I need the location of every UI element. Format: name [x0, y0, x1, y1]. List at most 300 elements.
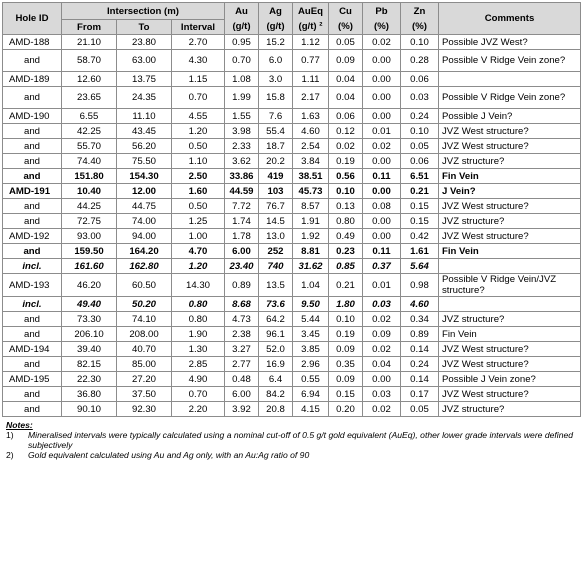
cell-from: 73.30: [62, 312, 117, 327]
cell-to: 23.80: [117, 35, 172, 50]
note-number: 2): [6, 450, 14, 460]
cell-aueq: 2.96: [293, 357, 329, 372]
cell-pb: 0.02: [363, 342, 401, 357]
cell-from: 42.25: [62, 124, 117, 139]
cell-hole-id: incl.: [3, 259, 62, 274]
cell-to: 24.35: [117, 87, 172, 109]
cell-zn: 0.05: [401, 139, 439, 154]
cell-ag: 20.2: [259, 154, 293, 169]
cell-to: 50.20: [117, 297, 172, 312]
cell-from: 10.40: [62, 184, 117, 199]
cell-zn: 0.06: [401, 154, 439, 169]
cell-from: 90.10: [62, 402, 117, 417]
cell-au: 33.86: [225, 169, 259, 184]
cell-interval: 0.80: [172, 297, 225, 312]
cell-comment: JVZ West structure?: [439, 387, 581, 402]
table-row: [3, 387, 581, 402]
cell-hole-id: AMD-189: [3, 72, 62, 87]
cell-interval: 1.10: [172, 154, 225, 169]
cell-from: 22.30: [62, 372, 117, 387]
cell-to: 40.70: [117, 342, 172, 357]
cell-to: 74.00: [117, 214, 172, 229]
cell-au: 1.55: [225, 109, 259, 124]
cell-cu: 0.49: [329, 229, 363, 244]
cell-au: 8.68: [225, 297, 259, 312]
table-row: [3, 297, 581, 312]
cell-au: 44.59: [225, 184, 259, 199]
cell-ag: 6.0: [259, 50, 293, 72]
cell-hole-id: AMD-192: [3, 229, 62, 244]
cell-cu: 0.06: [329, 109, 363, 124]
header-cu: Cu: [329, 3, 363, 20]
table-row: [3, 229, 581, 244]
cell-cu: 1.80: [329, 297, 363, 312]
cell-hole-id: and: [3, 154, 62, 169]
cell-au: 2.38: [225, 327, 259, 342]
cell-to: 208.00: [117, 327, 172, 342]
cell-hole-id: AMD-194: [3, 342, 62, 357]
cell-ag: 740: [259, 259, 293, 274]
cell-au: 3.27: [225, 342, 259, 357]
note-text: Gold equivalent calculated using Au and Ag only, with an Au:Ag ratio of 90: [28, 450, 310, 460]
cell-ag: 6.4: [259, 372, 293, 387]
cell-to: 63.00: [117, 50, 172, 72]
cell-aueq: 1.12: [293, 35, 329, 50]
table-row: [3, 327, 581, 342]
cell-interval: 1.30: [172, 342, 225, 357]
cell-au: 3.62: [225, 154, 259, 169]
cell-hole-id: AMD-188: [3, 35, 62, 50]
cell-hole-id: and: [3, 357, 62, 372]
header-aueq: AuEq: [293, 3, 329, 20]
cell-pb: 0.00: [363, 214, 401, 229]
cell-cu: 0.05: [329, 35, 363, 50]
cell-from: 82.15: [62, 357, 117, 372]
cell-comment: JVZ structure?: [439, 312, 581, 327]
table-row: [3, 214, 581, 229]
cell-interval: 1.60: [172, 184, 225, 199]
cell-aueq: 1.91: [293, 214, 329, 229]
header-to: To: [117, 20, 172, 35]
cell-to: 13.75: [117, 72, 172, 87]
cell-interval: 1.25: [172, 214, 225, 229]
cell-cu: 0.13: [329, 199, 363, 214]
cell-pb: 0.00: [363, 229, 401, 244]
cell-from: 206.10: [62, 327, 117, 342]
cell-cu: 0.85: [329, 259, 363, 274]
header-from: From: [62, 20, 117, 35]
cell-to: 12.00: [117, 184, 172, 199]
cell-cu: 0.10: [329, 312, 363, 327]
table-row: [3, 109, 581, 124]
cell-comment: J Vein?: [439, 184, 581, 199]
cell-au: 0.70: [225, 50, 259, 72]
cell-aueq: 5.44: [293, 312, 329, 327]
cell-pb: 0.01: [363, 274, 401, 297]
cell-hole-id: and: [3, 312, 62, 327]
cell-cu: 0.80: [329, 214, 363, 229]
cell-zn: 4.60: [401, 297, 439, 312]
cell-au: 6.00: [225, 244, 259, 259]
cell-aueq: 1.11: [293, 72, 329, 87]
cell-aueq: 1.63: [293, 109, 329, 124]
cell-from: 161.60: [62, 259, 117, 274]
cell-au: 3.92: [225, 402, 259, 417]
cell-cu: 0.12: [329, 124, 363, 139]
cell-to: 27.20: [117, 372, 172, 387]
cell-cu: 0.23: [329, 244, 363, 259]
cell-pb: 0.03: [363, 297, 401, 312]
cell-interval: 1.00: [172, 229, 225, 244]
header-comments: Comments: [439, 3, 581, 35]
cell-to: 92.30: [117, 402, 172, 417]
cell-ag: 55.4: [259, 124, 293, 139]
cell-pb: 0.09: [363, 327, 401, 342]
header-pb: Pb: [363, 3, 401, 20]
cell-comment: JVZ West structure?: [439, 199, 581, 214]
cell-au: 1.74: [225, 214, 259, 229]
cell-cu: 0.15: [329, 387, 363, 402]
cell-aueq: 1.04: [293, 274, 329, 297]
cell-aueq: 0.55: [293, 372, 329, 387]
cell-from: 93.00: [62, 229, 117, 244]
cell-comment: [439, 72, 581, 87]
cell-zn: 0.10: [401, 124, 439, 139]
cell-from: 21.10: [62, 35, 117, 50]
cell-cu: 0.21: [329, 274, 363, 297]
cell-from: 23.65: [62, 87, 117, 109]
cell-to: 74.10: [117, 312, 172, 327]
cell-au: 0.89: [225, 274, 259, 297]
cell-hole-id: and: [3, 169, 62, 184]
cell-interval: 0.70: [172, 87, 225, 109]
cell-comment: JVZ West structure?: [439, 124, 581, 139]
cell-hole-id: and: [3, 402, 62, 417]
cell-zn: 0.89: [401, 327, 439, 342]
note-item: [6, 430, 580, 450]
table-row: [3, 35, 581, 50]
cell-zn: 6.51: [401, 169, 439, 184]
cell-comment: [439, 297, 581, 312]
cell-to: 94.00: [117, 229, 172, 244]
drill-results-document: [2, 2, 580, 460]
cell-aueq: 4.60: [293, 124, 329, 139]
cell-interval: 4.55: [172, 109, 225, 124]
cell-pb: 0.01: [363, 124, 401, 139]
cell-to: 164.20: [117, 244, 172, 259]
cell-interval: 2.20: [172, 402, 225, 417]
cell-comment: Fin Vein: [439, 169, 581, 184]
header-zn: Zn: [401, 3, 439, 20]
header-intersection: Intersection (m): [62, 3, 225, 20]
cell-zn: 0.14: [401, 342, 439, 357]
cell-ag: 14.5: [259, 214, 293, 229]
cell-pb: 0.00: [363, 154, 401, 169]
cell-cu: 0.09: [329, 50, 363, 72]
cell-pb: 0.00: [363, 372, 401, 387]
cell-aueq: 45.73: [293, 184, 329, 199]
header-ag-unit: (g/t): [259, 20, 293, 35]
cell-aueq: 3.84: [293, 154, 329, 169]
cell-pb: 0.00: [363, 72, 401, 87]
cell-cu: 0.19: [329, 327, 363, 342]
cell-hole-id: incl.: [3, 297, 62, 312]
cell-interval: 1.20: [172, 259, 225, 274]
cell-zn: 5.64: [401, 259, 439, 274]
cell-comment: JVZ West structure?: [439, 229, 581, 244]
cell-hole-id: and: [3, 214, 62, 229]
table-row: [3, 312, 581, 327]
header-pb-unit: (%): [363, 20, 401, 35]
cell-pb: 0.03: [363, 387, 401, 402]
cell-interval: 2.50: [172, 169, 225, 184]
cell-ag: 419: [259, 169, 293, 184]
cell-pb: 0.08: [363, 199, 401, 214]
cell-from: 46.20: [62, 274, 117, 297]
cell-hole-id: and: [3, 139, 62, 154]
cell-comment: JVZ structure?: [439, 402, 581, 417]
cell-interval: 14.30: [172, 274, 225, 297]
cell-ag: 16.9: [259, 357, 293, 372]
cell-from: 72.75: [62, 214, 117, 229]
table-row: [3, 259, 581, 274]
cell-hole-id: and: [3, 327, 62, 342]
cell-aueq: 8.57: [293, 199, 329, 214]
cell-interval: 1.90: [172, 327, 225, 342]
cell-to: 37.50: [117, 387, 172, 402]
cell-ag: 252: [259, 244, 293, 259]
cell-ag: 64.2: [259, 312, 293, 327]
cell-comment: JVZ structure?: [439, 154, 581, 169]
cell-ag: 13.0: [259, 229, 293, 244]
cell-pb: 0.00: [363, 87, 401, 109]
cell-ag: 3.0: [259, 72, 293, 87]
cell-aueq: 9.50: [293, 297, 329, 312]
cell-zn: 0.14: [401, 372, 439, 387]
cell-zn: 0.17: [401, 387, 439, 402]
cell-comment: Possible V Ridge Vein zone?: [439, 50, 581, 72]
cell-cu: 0.09: [329, 342, 363, 357]
cell-aueq: 38.51: [293, 169, 329, 184]
cell-from: 159.50: [62, 244, 117, 259]
cell-cu: 0.35: [329, 357, 363, 372]
cell-from: 55.70: [62, 139, 117, 154]
header-hole-id: Hole ID: [3, 3, 62, 35]
cell-hole-id: and: [3, 244, 62, 259]
cell-aueq: 3.85: [293, 342, 329, 357]
cell-zn: 0.98: [401, 274, 439, 297]
cell-from: 44.25: [62, 199, 117, 214]
cell-zn: 1.61: [401, 244, 439, 259]
cell-ag: 52.0: [259, 342, 293, 357]
cell-pb: 0.02: [363, 139, 401, 154]
header-au-unit: (g/t): [225, 20, 259, 35]
cell-pb: 0.11: [363, 244, 401, 259]
cell-interval: 0.50: [172, 139, 225, 154]
cell-comment: Possible V Ridge Vein/JVZ structure?: [439, 274, 581, 297]
cell-hole-id: AMD-193: [3, 274, 62, 297]
cell-hole-id: AMD-191: [3, 184, 62, 199]
cell-ag: 73.6: [259, 297, 293, 312]
cell-aueq: 1.92: [293, 229, 329, 244]
cell-ag: 15.2: [259, 35, 293, 50]
header-au: Au: [225, 3, 259, 20]
table-row: [3, 154, 581, 169]
cell-comment: JVZ West structure?: [439, 357, 581, 372]
cell-to: 43.45: [117, 124, 172, 139]
cell-au: 7.72: [225, 199, 259, 214]
cell-au: 23.40: [225, 259, 259, 274]
cell-hole-id: and: [3, 199, 62, 214]
cell-aueq: 0.77: [293, 50, 329, 72]
cell-ag: 7.6: [259, 109, 293, 124]
cell-pb: 0.37: [363, 259, 401, 274]
cell-from: 6.55: [62, 109, 117, 124]
notes-section: [2, 420, 580, 460]
cell-aueq: 8.81: [293, 244, 329, 259]
cell-hole-id: and: [3, 124, 62, 139]
cell-ag: 76.7: [259, 199, 293, 214]
table-header: [3, 3, 581, 35]
cell-zn: 0.24: [401, 357, 439, 372]
header-aueq-unit: (g/t) ²: [293, 20, 329, 35]
cell-hole-id: AMD-195: [3, 372, 62, 387]
cell-au: 2.33: [225, 139, 259, 154]
cell-zn: 0.42: [401, 229, 439, 244]
cell-comment: JVZ West structure?: [439, 342, 581, 357]
cell-comment: Possible JVZ West?: [439, 35, 581, 50]
cell-from: 39.40: [62, 342, 117, 357]
cell-interval: 1.15: [172, 72, 225, 87]
cell-pb: 0.04: [363, 357, 401, 372]
cell-pb: 0.02: [363, 35, 401, 50]
cell-interval: 2.85: [172, 357, 225, 372]
cell-interval: 2.70: [172, 35, 225, 50]
cell-interval: 0.50: [172, 199, 225, 214]
cell-au: 1.08: [225, 72, 259, 87]
table-row: [3, 402, 581, 417]
table-row: [3, 169, 581, 184]
cell-au: 3.98: [225, 124, 259, 139]
cell-from: 58.70: [62, 50, 117, 72]
cell-cu: 0.20: [329, 402, 363, 417]
cell-zn: 0.15: [401, 214, 439, 229]
cell-au: 1.99: [225, 87, 259, 109]
cell-from: 36.80: [62, 387, 117, 402]
cell-pb: 0.00: [363, 184, 401, 199]
cell-interval: 4.90: [172, 372, 225, 387]
cell-ag: 13.5: [259, 274, 293, 297]
cell-aueq: 31.62: [293, 259, 329, 274]
cell-ag: 103: [259, 184, 293, 199]
cell-from: 49.40: [62, 297, 117, 312]
cell-hole-id: AMD-190: [3, 109, 62, 124]
table-row: [3, 199, 581, 214]
cell-zn: 0.05: [401, 402, 439, 417]
cell-zn: 0.10: [401, 35, 439, 50]
cell-to: 60.50: [117, 274, 172, 297]
cell-zn: 0.24: [401, 109, 439, 124]
table-row: [3, 184, 581, 199]
cell-to: 85.00: [117, 357, 172, 372]
cell-au: 0.95: [225, 35, 259, 50]
table-row: [3, 72, 581, 87]
cell-ag: 96.1: [259, 327, 293, 342]
cell-to: 44.75: [117, 199, 172, 214]
table-row: [3, 124, 581, 139]
notes-title: Notes:: [6, 420, 33, 430]
cell-aueq: 2.54: [293, 139, 329, 154]
cell-comment: [439, 259, 581, 274]
table-row: [3, 50, 581, 72]
table-row: [3, 244, 581, 259]
cell-zn: 0.21: [401, 184, 439, 199]
cell-ag: 84.2: [259, 387, 293, 402]
cell-interval: 4.30: [172, 50, 225, 72]
table-row: [3, 357, 581, 372]
cell-hole-id: and: [3, 87, 62, 109]
cell-zn: 0.06: [401, 72, 439, 87]
cell-ag: 18.7: [259, 139, 293, 154]
header-zn-unit: (%): [401, 20, 439, 35]
cell-from: 12.60: [62, 72, 117, 87]
cell-au: 1.78: [225, 229, 259, 244]
cell-to: 162.80: [117, 259, 172, 274]
cell-zn: 0.15: [401, 199, 439, 214]
note-number: 1): [6, 430, 14, 440]
cell-au: 0.48: [225, 372, 259, 387]
cell-au: 4.73: [225, 312, 259, 327]
cell-cu: 0.56: [329, 169, 363, 184]
cell-cu: 0.04: [329, 87, 363, 109]
note-text: Mineralised intervals were typically calculated using a nominal cut-off of 0.5 g/t gold equivalent (AuEq), other lower grade intervals were defined subjectively: [28, 430, 574, 450]
table-row: [3, 87, 581, 109]
cell-pb: 0.00: [363, 50, 401, 72]
cell-comment: JVZ West structure?: [439, 139, 581, 154]
cell-interval: 4.70: [172, 244, 225, 259]
cell-pb: 0.02: [363, 312, 401, 327]
note-item: [6, 450, 580, 460]
cell-comment: Possible J Vein zone?: [439, 372, 581, 387]
table-row: [3, 372, 581, 387]
cell-comment: Fin Vein: [439, 327, 581, 342]
header-ag: Ag: [259, 3, 293, 20]
cell-comment: Possible J Vein?: [439, 109, 581, 124]
cell-aueq: 6.94: [293, 387, 329, 402]
cell-pb: 0.02: [363, 402, 401, 417]
cell-interval: 0.80: [172, 312, 225, 327]
table-row: [3, 139, 581, 154]
cell-cu: 0.04: [329, 72, 363, 87]
cell-interval: 0.70: [172, 387, 225, 402]
cell-zn: 0.03: [401, 87, 439, 109]
table-row: [3, 342, 581, 357]
cell-to: 56.20: [117, 139, 172, 154]
cell-from: 74.40: [62, 154, 117, 169]
cell-from: 151.80: [62, 169, 117, 184]
cell-pb: 0.00: [363, 109, 401, 124]
table-row: [3, 274, 581, 297]
header-cu-unit: (%): [329, 20, 363, 35]
cell-comment: Fin Vein: [439, 244, 581, 259]
cell-aueq: 3.45: [293, 327, 329, 342]
cell-to: 11.10: [117, 109, 172, 124]
cell-hole-id: and: [3, 387, 62, 402]
cell-to: 75.50: [117, 154, 172, 169]
cell-interval: 1.20: [172, 124, 225, 139]
table-body: [3, 35, 581, 417]
cell-pb: 0.11: [363, 169, 401, 184]
